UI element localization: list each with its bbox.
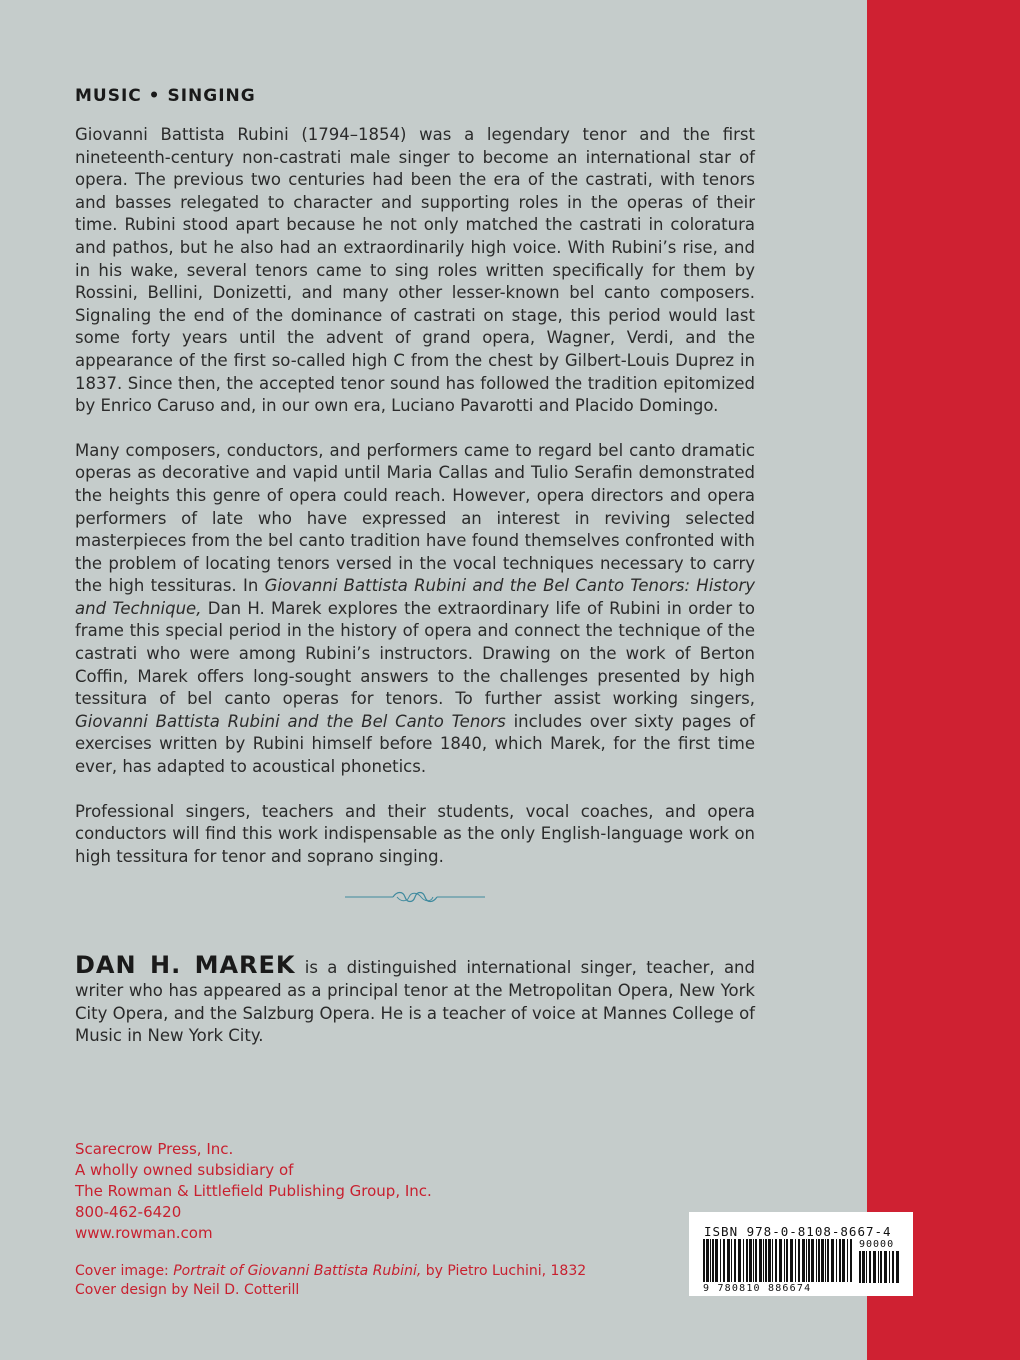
isbn-label: ISBN 978-0-8108-8667-4 <box>704 1224 892 1239</box>
description-paragraph-1: Giovanni Battista Rubini (1794–1854) was a legendary tenor and the first nineteenth-century non-castrati male singer to become an international star of opera. The previous two centuries had been the era of the castrati, with tenors and basses relegated to character and supporting roles in the operas of their time. Rubini stood apart because he not only matched the castrati in coloratura and pathos, but he also had an extraordinarily high voice. With Rubini’s rise, and in his wake, several tenors came to sing roles written specifically for them by Rossini, Bellini, Donizetti, and many other lesser-known bel canto composers. Signaling the end of the dominance of castrati on stage, this period would last some forty years until the advent of grand opera, Wagner, Verdi, and the appearance of the first so-called high C from the chest by Gilbert-Louis Duprez in 1837. Since then, the accepted tenor sound has followed the tradition epitomized by Enrico Caruso and, in our own era, Luciano Pavarotti and Placido Domingo. <box>75 125 755 416</box>
barcode-bar <box>866 1251 867 1283</box>
barcode-bar <box>827 1239 829 1282</box>
barcode-bar <box>784 1239 785 1282</box>
barcode-bar <box>715 1239 718 1282</box>
addon-number: 90000 <box>859 1239 895 1250</box>
barcode-bar <box>806 1239 807 1282</box>
author-name: DAN H. MAREK <box>75 951 296 980</box>
barcode-bar <box>703 1239 705 1282</box>
barcode-bar <box>753 1239 754 1282</box>
barcode-bar <box>862 1251 865 1283</box>
barcode-bar <box>880 1251 882 1283</box>
ean-barcode <box>703 1239 853 1282</box>
barcode-bar <box>768 1239 771 1282</box>
barcode-bar <box>802 1239 805 1282</box>
barcode-bar <box>712 1239 714 1282</box>
barcode-bar <box>847 1239 848 1282</box>
barcode-bar <box>731 1239 732 1282</box>
paragraph-2-text-c: includes over sixty pages of exercises written by Rubini himself before 1840, which Marek, for the first time ever, has adapted to acoustical phonetics. <box>75 711 755 777</box>
addon-barcode <box>859 1251 909 1283</box>
barcode-bar <box>811 1239 814 1282</box>
barcode-bar <box>839 1239 841 1282</box>
barcode-bar <box>889 1251 890 1283</box>
barcode-bar <box>816 1239 817 1282</box>
author-bio-text: is a distinguished international singer, teacher, and writer who has appeared as a principal tenor at the Metropolitan Opera, New York City Opera, and the Salzburg Opera. He is a teacher of voice at Mannes College of Music in New York City. <box>75 958 755 1046</box>
barcode-bar <box>743 1239 744 1282</box>
barcode-bar <box>746 1239 748 1282</box>
barcode-bar <box>772 1239 773 1282</box>
category-heading: MUSIC • SINGING <box>75 86 256 106</box>
barcode-bar <box>749 1239 752 1282</box>
barcode-bar <box>710 1239 711 1282</box>
barcode-bar <box>720 1239 721 1282</box>
barcode-bar <box>873 1251 876 1283</box>
barcode-bar <box>818 1239 820 1282</box>
publisher-website: www.rowman.com <box>75 1224 213 1242</box>
barcode-bar <box>790 1239 793 1282</box>
paragraph-2-text-b: Dan H. Marek explores the extraordinary life of Rubini in order to frame this special period in the history of opera and connect the technique of the castrati who were among Rubini’s instructors. Drawing on the work of Berton Coffin, Marek offers long-sought answers to the challenges presented by high tessitura of bel canto operas for tenors. To further assist working singers, <box>75 598 755 709</box>
barcode-bar <box>878 1251 879 1283</box>
publisher-parent: The Rowman & Littlefield Publishing Group, Inc. <box>75 1182 432 1200</box>
barcode-bar <box>795 1239 796 1282</box>
description-paragraph-3: Professional singers, teachers and their students, vocal coaches, and opera conductors will find this work indispensable as the only English-language work on high tessitura for tenor and soprano singing. <box>75 801 755 866</box>
cover-image-credit <box>75 1262 586 1281</box>
barcode-bar <box>738 1239 741 1282</box>
back-cover-text <box>75 86 755 1048</box>
barcode-bar <box>706 1239 709 1282</box>
barcode-bar <box>775 1239 777 1282</box>
red-side-band <box>867 0 1020 1360</box>
barcode-bar <box>850 1239 852 1282</box>
publisher-phone: 800-462-6420 <box>75 1203 182 1221</box>
barcode-bar <box>859 1251 861 1283</box>
barcode-bar <box>786 1239 788 1282</box>
barcode-bar <box>821 1239 824 1282</box>
author-bio <box>75 951 755 1047</box>
cover-image-label: Cover image: <box>75 1263 174 1279</box>
barcode-bar <box>727 1239 730 1282</box>
barcode-bar <box>779 1239 782 1282</box>
publisher-subsidiary: A wholly owned subsidiary of <box>75 1161 294 1179</box>
barcode-bar <box>759 1239 762 1282</box>
barcode-bar <box>884 1251 887 1283</box>
cover-design-credit: Cover design by Neil D. Cotterill <box>75 1282 300 1298</box>
barcode-bar <box>755 1239 757 1282</box>
book-title-italic-short: Giovanni Battista Rubini and the Bel Canto Tenors <box>75 711 506 731</box>
barcode-bar <box>836 1239 837 1282</box>
publisher-info <box>75 1139 432 1244</box>
barcode-bar <box>869 1251 871 1283</box>
barcode-bar <box>896 1251 899 1283</box>
book-title-italic: Giovanni Battista Rubini and the Bel Canto Tenors: History and Technique, <box>75 576 755 618</box>
barcode-bar <box>734 1239 736 1282</box>
barcode-bar <box>808 1239 810 1282</box>
ornament-divider <box>75 890 755 904</box>
barcode-panel <box>689 1212 913 1296</box>
description-paragraph-2 <box>75 440 755 779</box>
barcode-bar <box>763 1239 764 1282</box>
barcode-bar <box>798 1239 800 1282</box>
paragraph-2-text-a: Many composers, conductors, and performers came to regard bel canto dramatic operas as decorative and vapid until Maria Callas and Tulio Serafin demonstrated the heights this genre of opera could reach. However, opera directors and opera performers of late who have expressed an interest in reviving selected masterpieces from the bel canto tradition have found themselves confronted with the problem of locating tenors versed in the vocal techniques necessary to carry the high tessituras. In <box>75 440 755 596</box>
cover-credits <box>75 1262 586 1300</box>
ean-number: 9 780810 886674 <box>703 1283 812 1294</box>
barcode-bar <box>892 1251 894 1283</box>
flourish-icon <box>345 890 485 904</box>
barcode-bar <box>825 1239 826 1282</box>
barcode-bar <box>831 1239 834 1282</box>
cover-image-title: Portrait of Giovanni Battista Rubini, <box>173 1263 422 1279</box>
barcode-bar <box>842 1239 845 1282</box>
barcode-bar <box>723 1239 725 1282</box>
publisher-name: Scarecrow Press, Inc. <box>75 1140 234 1158</box>
barcode-bar <box>765 1239 767 1282</box>
cover-image-artist: by Pietro Luchini, 1832 <box>421 1263 587 1279</box>
